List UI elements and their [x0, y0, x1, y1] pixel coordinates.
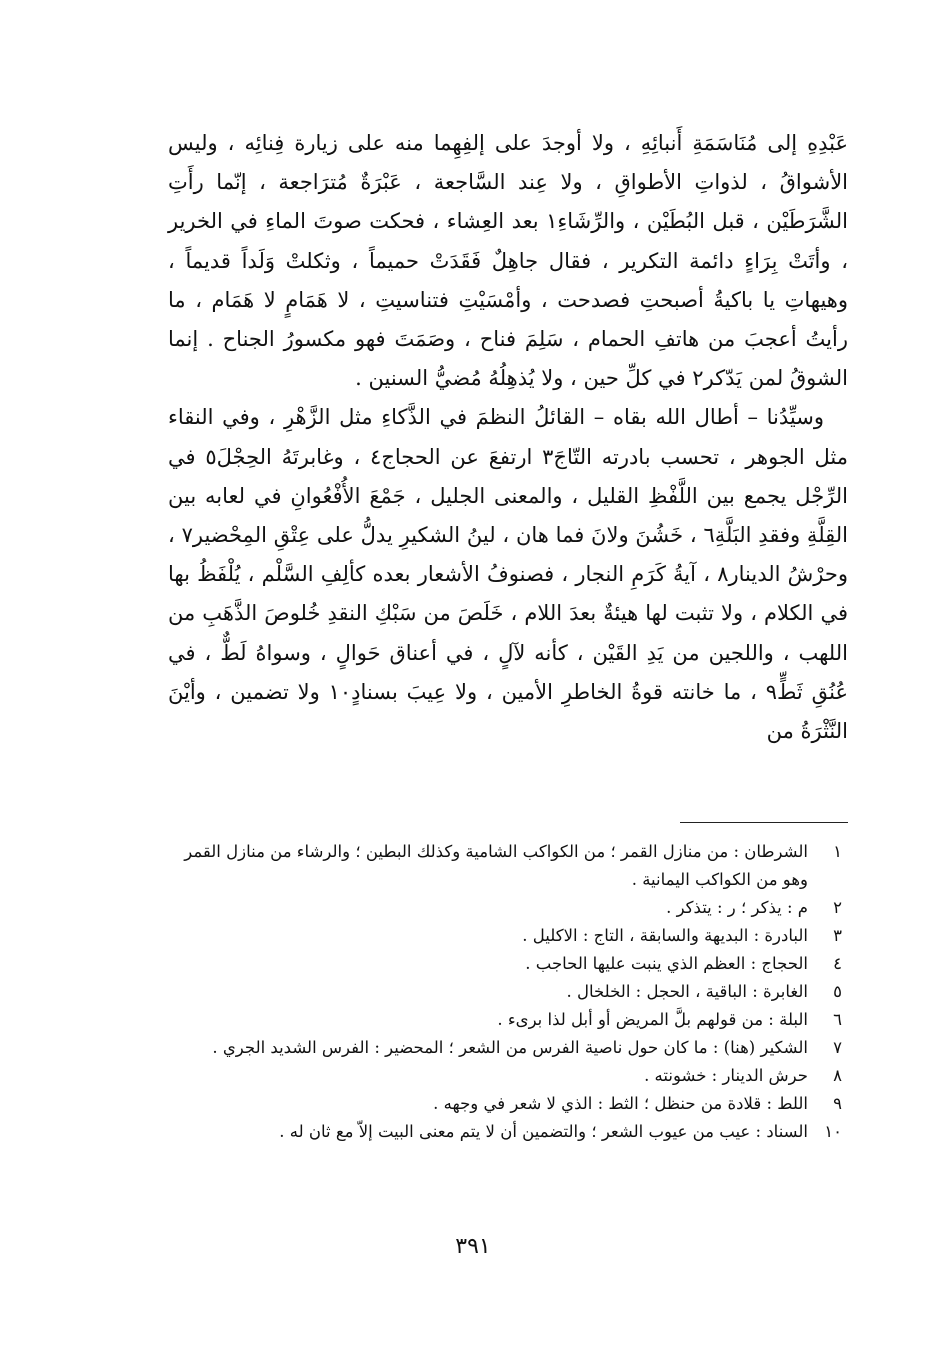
- main-text: [168, 124, 848, 751]
- footnote-text: اللط : قلادة من حنظل ؛ الثط : الذي لا شعر في وجهه .: [433, 1094, 808, 1113]
- footnote-number: ٧: [833, 1038, 842, 1057]
- footnotes: [168, 838, 848, 1146]
- footnote-text: الشكير (هنا) : ما كان حول ناصية الفرس من الشعر ؛ المحضير : الفرس الشديد الجري .: [212, 1038, 808, 1057]
- footnote-text: الغابرة : الباقية ، الحجل : الخلخال .: [566, 982, 808, 1001]
- footnote-item: [168, 1006, 848, 1034]
- footnote-text: الحجاج : العظم الذي ينبت عليها الحاجب .: [525, 954, 808, 973]
- footnote-number: ٩: [833, 1094, 842, 1113]
- footnote-item: [168, 894, 848, 922]
- footnote-item: [168, 1034, 848, 1062]
- footnote-item: [168, 1090, 848, 1118]
- footnote-item: [168, 978, 848, 1006]
- footnote-item: [168, 950, 848, 978]
- footnote-text: البادرة : البديهة والسابقة ، التاج : الاكليل .: [522, 926, 808, 945]
- footnote-number: ٢: [833, 898, 842, 917]
- footnote-item: [168, 1062, 848, 1090]
- footnote-text: الشرطان : من منازل القمر ؛ من الكواكب الشامية وكذلك البطين ؛ والرشاء من منازل القمر وهو من الكواكب اليمانية .: [184, 842, 808, 889]
- footnote-number: ١: [833, 842, 842, 861]
- footnote-text: السناد : عيب من عيوب الشعر ؛ والتضمين أن لا يتم معنى البيت إلاّ مع ثان له .: [279, 1122, 808, 1141]
- footnote-number: ١٠: [824, 1122, 842, 1141]
- footnote-number: ٣: [833, 926, 842, 945]
- paragraph-1: عَبْدِهِ إلى مُنَاسَمَةِ أَنبائِهِ ، ولا أوجدَ على إلفِهِما منه على زيارة فِنائِه ، وليس الأشواقُ ، لذواتِ الأطواقِ ، ولا عِند السَّاجعة ، عَبْرَةٌ مُترَاجعة ، إنّما رأَتِ الشَّرَطَيْن ، قبل البُطَيْن ، والرِّشَاءِ١ بعد العِشاء ، فحكت صوتَ الماءِ في الخرير ، وأتَتْ بِرَاءٍ دائمة التكرير ، فقال جاهِلٌ فَقَدَتْ حميماً ، وثكلتْ وَلَداً قديماً ، وهيهاتِ يا باكيةُ أصبحتِ فصدحت ، وأمْسَيْتِ فتناسيتِ ، لا هَمَامٍ لا هَمَام ، ما رأيتُ أعجبَ من هاتفِ الحمام ، سَلِمَ فناح ، وصَمَتَ فهو مكسورُ الجناح . إنما الشوقُ لمن يَدّكر٢ في كلِّ حين ، ولا يُذهِلُهُ مُضيُّ السنين .: [168, 131, 848, 391]
- footnote-item: [168, 1118, 848, 1146]
- page-number: ٣٩١: [455, 1234, 491, 1259]
- footnote-separator: [680, 822, 848, 823]
- footnote-text: البلة : من قولهم بلَّ المريض أو أبل لذا برىء .: [497, 1010, 808, 1029]
- footnote-text: م : يذكر ؛ ر : يتذكر .: [666, 898, 808, 917]
- footnote-number: ٦: [833, 1010, 842, 1029]
- footnote-text: حرش الدينار : خشونته .: [644, 1066, 808, 1085]
- paragraph-2: وسيِّدُنا – أطال الله بقاه – القائلُ النظمَ في الذَّكاءِ مثل الزَّهْرِ ، وفي النقاء مثل الجوهر ، تحسب بادرته التّاجَ٣ ارتفعَ عن الحجاج٤ ، وغابرتَهُ الحِجْلَ٥ في الرِّجْل يجمع بين اللَّفْظِ القليل ، والمعنى الجليل ، جَمْعَ الأُفْعُوانِ في لعابه بين القِلَّةِ وفقدِ البَلَّةِ٦ ، خَشُنَ ولانَ فما هان ، لينُ الشكيرِ يدلُّ على عِتْقِ المِحْضير٧ ، وحرْشُ الدينار٨ ، آيةُ كَرَمِ النجار ، فصنوفُ الأشعار بعده كألِفِ السَّلْم ، يُلْفَظُ بها في الكلام ، ولا تثبت لها هيئةٌ بعدَ اللام ، خَلَصَ من سَبْكِ النقدِ خُلوصَ الذَّهَبِ من اللهب ، واللجين من يَدِ القَيْن ، كأنه لآلٍ ، في أعناق حَوالٍ ، وسواهُ لَطٌّ ، في عُنُقِ ثَطٍّ٩ ، ما خانته قوةُ الخاطرِ الأمين ، ولا عِيبَ بسنادٍ١٠ ولا تضمين ، وأيْنَ النَّثْرَةُ من: [168, 405, 849, 744]
- footnote-number: ٥: [833, 982, 842, 1001]
- footnote-item: [168, 838, 848, 894]
- footnote-number: ٨: [833, 1066, 842, 1085]
- footnote-number: ٤: [833, 954, 842, 973]
- footnote-item: [168, 922, 848, 950]
